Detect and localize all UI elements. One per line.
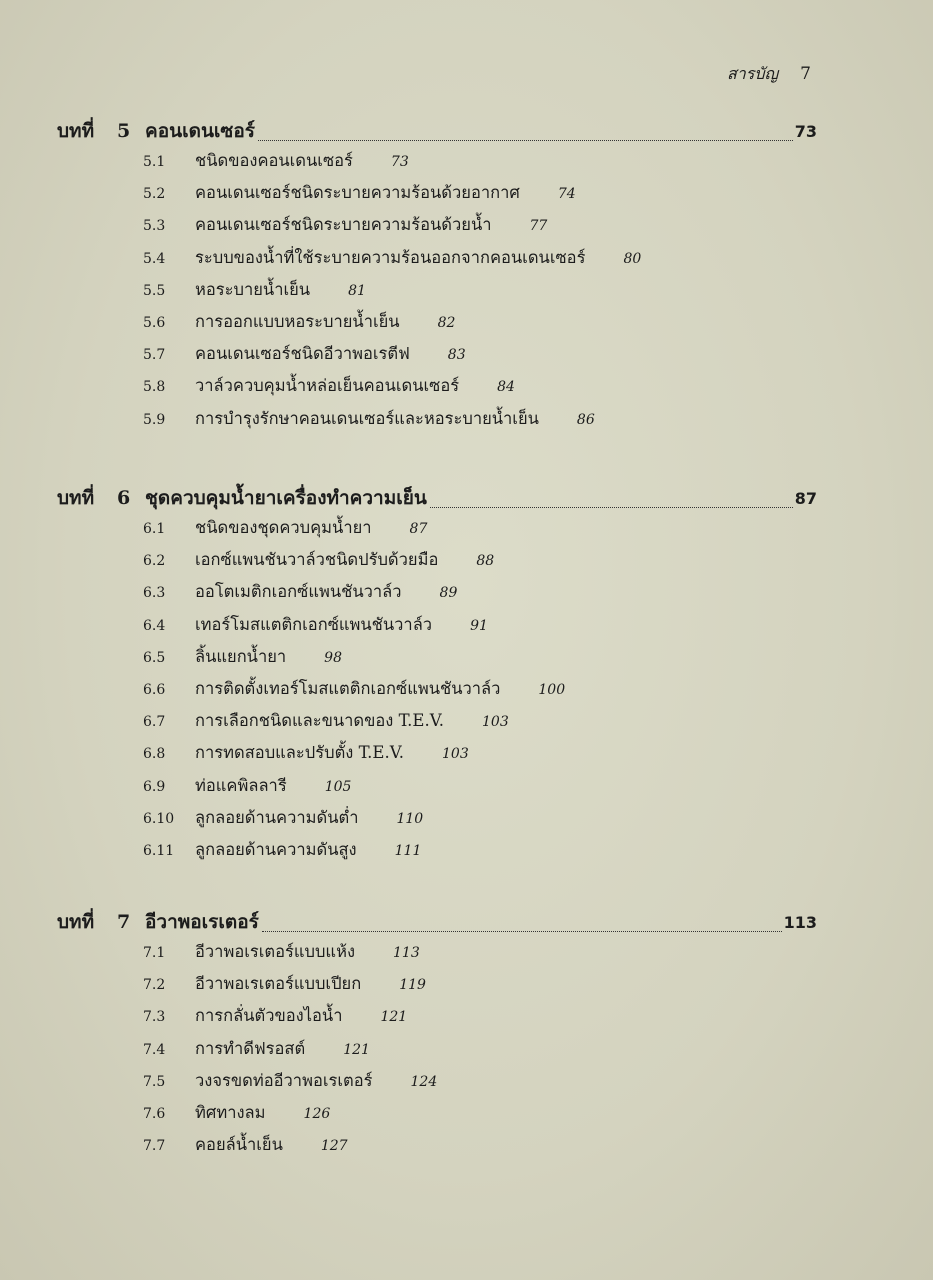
section-entry xyxy=(57,773,817,805)
section-number: 6.11 xyxy=(143,842,175,859)
section-number: 6.7 xyxy=(143,714,166,731)
chapter-heading xyxy=(57,907,817,937)
section-entry xyxy=(57,612,817,644)
section-number: 6.1 xyxy=(143,521,166,537)
section-entry xyxy=(57,740,817,772)
section-title: เอกซ์แพนชันวาล์วชนิดปรับด้วยมือ xyxy=(195,550,439,570)
section-page: 74 xyxy=(557,186,576,203)
section-title: อีวาพอเรเตอร์แบบแห้ง xyxy=(195,942,356,961)
section-title: ชนิดของคอนเดนเซอร์ xyxy=(195,151,353,170)
section-title: ระบบของน้ำที่ใช้ระบายความร้อนออกจากคอนเดนเซอร์ xyxy=(195,247,586,267)
section-title: ออโตเมติกเอกซ์แพนชันวาล์ว xyxy=(195,582,402,602)
chapter-7 xyxy=(57,907,817,1164)
section-page: 119 xyxy=(399,977,426,994)
section-title: ท่อแคพิลลารี xyxy=(195,775,287,795)
section-number: 6.3 xyxy=(143,585,166,602)
section-title: วาล์วควบคุมน้ำหล่อเย็นคอนเดนเซอร์ xyxy=(195,376,460,396)
section-title: ชนิดของชุดควบคุมน้ำยา xyxy=(195,518,372,537)
dot-leader xyxy=(430,507,793,508)
chapter-number: 5 xyxy=(117,120,131,142)
section-number: 5.2 xyxy=(143,186,166,203)
section-title: ลิ้นแยกน้ำยา xyxy=(195,646,287,666)
section-title: ทิศทางลม xyxy=(195,1102,266,1122)
section-list xyxy=(57,939,817,1164)
section-page: 110 xyxy=(396,810,424,827)
dot-leader xyxy=(258,140,793,141)
section-title: การออกแบบหอระบายน้ำเย็น xyxy=(195,311,400,331)
section-page: 98 xyxy=(324,649,342,666)
section-title: ลูกลอยด้านความดันต่ำ xyxy=(195,807,359,827)
section-page: 84 xyxy=(497,379,515,396)
section-number: 5.4 xyxy=(143,250,166,267)
section-title: วงจรขดท่ออีวาพอเรเตอร์ xyxy=(195,1070,373,1090)
section-number: 7.2 xyxy=(143,977,166,994)
section-number: 6.4 xyxy=(143,617,166,634)
section-page: 87 xyxy=(409,521,428,537)
section-number: 7.1 xyxy=(143,945,166,961)
section-page: 121 xyxy=(380,1009,408,1026)
section-entry xyxy=(57,1132,817,1164)
section-entry xyxy=(57,1003,817,1035)
section-page: 105 xyxy=(324,778,352,795)
section-list xyxy=(57,515,817,869)
section-entry xyxy=(57,1068,817,1100)
chapter-heading xyxy=(57,483,817,513)
section-number: 7.5 xyxy=(143,1073,166,1090)
section-page: 103 xyxy=(442,746,469,763)
section-entry xyxy=(57,708,817,740)
chapter-5 xyxy=(57,116,817,438)
section-number: 5.7 xyxy=(143,347,166,364)
section-title: เทอร์โมสแตติกเอกซ์แพนชันวาล์ว xyxy=(195,614,433,634)
chapter-label: บทที่ xyxy=(57,487,95,509)
page-number: 7 xyxy=(800,64,811,84)
section-entry xyxy=(57,1036,817,1068)
running-head-title: สารบัญ xyxy=(727,64,779,83)
section-title: คอนเดนเซอร์ชนิดระบายความร้อนด้วยอากาศ xyxy=(195,183,520,203)
chapter-label: บทที่ xyxy=(57,911,95,933)
section-entry xyxy=(57,939,817,971)
section-title: คอนเดนเซอร์ชนิดระบายความร้อนด้วยน้ำ xyxy=(195,215,492,235)
dot-leader xyxy=(262,931,782,932)
section-page: 83 xyxy=(447,347,466,364)
section-page: 73 xyxy=(390,154,409,170)
section-page: 111 xyxy=(394,842,422,859)
section-title: คอยล์น้ำเย็น xyxy=(195,1135,283,1155)
section-page: 126 xyxy=(303,1105,331,1122)
section-page: 81 xyxy=(348,282,366,299)
section-page: 89 xyxy=(439,585,458,602)
section-title: การเลือกชนิดและขนาดของ T.E.V. xyxy=(195,711,444,731)
chapter-page: 113 xyxy=(783,913,817,932)
chapter-label: บทที่ xyxy=(57,120,95,142)
chapter-page: 87 xyxy=(794,489,817,508)
section-list xyxy=(57,148,817,438)
section-entry xyxy=(57,212,817,244)
chapter-6 xyxy=(57,483,817,869)
section-entry xyxy=(57,515,817,547)
section-entry xyxy=(57,1100,817,1132)
section-page: 121 xyxy=(343,1041,370,1058)
section-number: 7.7 xyxy=(143,1138,166,1155)
section-number: 6.10 xyxy=(143,810,175,827)
running-head xyxy=(727,62,811,87)
section-title: การทำดีฟรอสต์ xyxy=(195,1038,306,1058)
section-entry xyxy=(57,245,817,277)
section-page: 91 xyxy=(470,617,488,634)
section-number: 5.8 xyxy=(143,379,166,396)
chapter-title: คอนเดนเซอร์ xyxy=(145,120,255,142)
section-page: 86 xyxy=(576,411,595,428)
section-entry xyxy=(57,277,817,309)
section-entry xyxy=(57,406,817,438)
section-page: 88 xyxy=(476,553,495,570)
section-number: 5.1 xyxy=(143,154,166,170)
section-entry xyxy=(57,579,817,611)
section-entry xyxy=(57,148,817,180)
section-page: 113 xyxy=(393,945,420,961)
section-number: 6.9 xyxy=(143,778,166,795)
section-entry xyxy=(57,644,817,676)
section-number: 6.6 xyxy=(143,681,166,698)
section-page: 77 xyxy=(529,218,548,235)
section-entry xyxy=(57,676,817,708)
section-title: การทดสอบและปรับตั้ง T.E.V. xyxy=(195,743,404,763)
section-title: หอระบายน้ำเย็น xyxy=(195,279,311,299)
chapter-number: 7 xyxy=(117,911,131,933)
section-entry xyxy=(57,837,817,869)
section-entry xyxy=(57,341,817,373)
section-title: อีวาพอเรเตอร์แบบเปียก xyxy=(195,974,362,994)
section-number: 6.5 xyxy=(143,649,166,666)
chapter-heading xyxy=(57,116,817,146)
section-number: 7.3 xyxy=(143,1009,166,1026)
section-number: 7.6 xyxy=(143,1105,166,1122)
section-number: 7.4 xyxy=(143,1041,166,1058)
section-page: 80 xyxy=(623,250,642,267)
section-number: 5.9 xyxy=(143,411,166,428)
section-title: การกลั่นตัวของไอน้ำ xyxy=(195,1006,343,1026)
chapter-title: ชุดควบคุมน้ำยาเครื่องทำความเย็น xyxy=(145,487,427,509)
section-number: 6.8 xyxy=(143,746,166,763)
section-number: 6.2 xyxy=(143,553,166,570)
section-page: 127 xyxy=(320,1138,348,1155)
section-entry xyxy=(57,309,817,341)
section-page: 82 xyxy=(437,314,456,331)
section-title: การบำรุงรักษาคอนเดนเซอร์และหอระบายน้ำเย็น xyxy=(195,408,539,428)
section-number: 5.6 xyxy=(143,314,166,331)
section-entry xyxy=(57,180,817,212)
section-entry xyxy=(57,373,817,405)
section-title: การติดตั้งเทอร์โมสแตติกเอกซ์แพนชันวาล์ว xyxy=(195,678,501,698)
section-entry xyxy=(57,971,817,1003)
section-page: 124 xyxy=(410,1073,438,1090)
section-title: ลูกลอยด้านความดันสูง xyxy=(195,839,357,859)
section-entry xyxy=(57,805,817,837)
section-title: คอนเดนเซอร์ชนิดอีวาพอเรตีฟ xyxy=(195,344,410,364)
section-entry xyxy=(57,547,817,579)
section-page: 100 xyxy=(538,681,566,698)
section-page: 103 xyxy=(482,714,509,731)
section-number: 5.3 xyxy=(143,218,166,235)
chapter-title: อีวาพอเรเตอร์ xyxy=(145,911,259,933)
section-number: 5.5 xyxy=(143,282,166,299)
chapter-page: 73 xyxy=(794,122,817,141)
chapter-number: 6 xyxy=(117,487,131,509)
